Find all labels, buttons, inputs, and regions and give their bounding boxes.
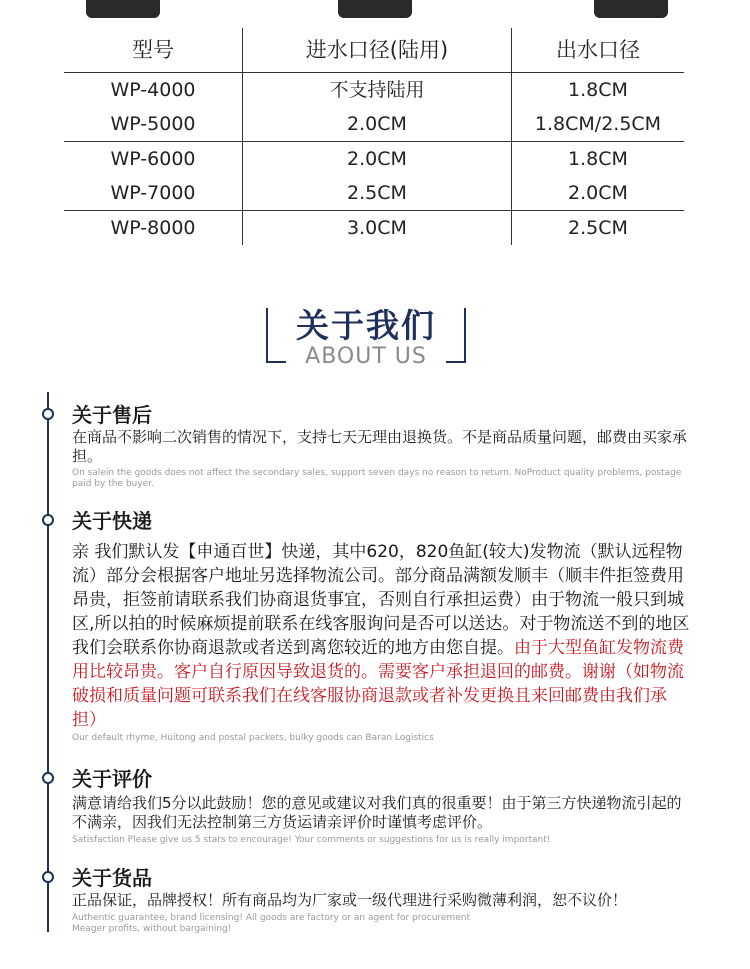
cell-inlet: 2.0CM — [242, 142, 512, 176]
table-row — [64, 211, 684, 245]
cell-outlet: 2.0CM — [568, 182, 628, 204]
section-body-goods: 正品保证，品牌授权！所有商品均为厂家或一级代理进行采购微薄利润，恕不议价！ — [72, 891, 628, 909]
timeline-dot-icon — [42, 871, 54, 883]
cell-model: WP-5000 — [110, 113, 196, 135]
header-outlet: 出水口径 — [556, 38, 640, 62]
cell-inlet: 3.0CM — [242, 211, 512, 245]
cell-model: WP-4000 — [110, 79, 196, 101]
spec-table — [64, 28, 684, 245]
cell-inlet: 不支持陆用 — [242, 73, 512, 107]
cell-model: WP-8000 — [110, 217, 196, 239]
cell-inlet: 2.0CM — [242, 107, 512, 141]
section-title-review: 关于评价 — [72, 767, 152, 791]
section-en-review: Satisfaction Please give us 5 stars to encourage! Your comments or suggestions for us is really important! — [72, 835, 551, 845]
section-body-express — [72, 540, 690, 732]
timeline-dot-icon — [42, 408, 54, 420]
cell-outlet: 2.5CM — [568, 217, 628, 239]
express-body-normal: 亲 我们默认发【申通百世】快递，其中620，820鱼缸(较大)发物流（默认远程物流）部分会根据客户地址另选择物流公司。部分商品满额发顺丰（顺丰件拒签费用昂贵，拒签前请联系我们协商退货事宜，否则自行承担运费）由于物流一般只到城区,所以拍的时候麻烦提前联系在线客服询问是否可以送达。对于物流送不到的地区我们会联系你协商退款或者送到离您较近的地方由您自提。 — [72, 542, 690, 658]
cell-outlet: 1.8CM — [568, 148, 628, 170]
timeline-dot-icon — [42, 514, 54, 526]
timeline-line — [47, 392, 49, 932]
about-title-cn: 关于我们 — [296, 306, 436, 345]
table-row — [64, 142, 684, 176]
timeline-dot-icon — [42, 772, 54, 784]
cell-model: WP-7000 — [110, 182, 196, 204]
section-en-express: Our default rhyme, Huitong and postal packets, bulky goods can Baran Logistics — [72, 733, 434, 743]
section-body-aftersale: 在商品不影响二次销售的情况下，支持七天无理由退换货。不是商品质量问题，邮费由买家承担。 — [72, 428, 688, 465]
product-image-left — [86, 0, 160, 18]
header-model: 型号 — [132, 38, 174, 62]
cell-outlet: 1.8CM — [568, 79, 628, 101]
cell-outlet: 1.8CM/2.5CM — [534, 113, 662, 135]
section-title-express: 关于快递 — [72, 509, 152, 533]
table-row — [64, 176, 684, 211]
product-image-right — [594, 0, 668, 18]
section-title-goods: 关于货品 — [72, 866, 152, 890]
about-us-heading — [266, 306, 466, 369]
section-title-aftersale: 关于售后 — [72, 403, 152, 427]
cell-inlet: 2.5CM — [242, 176, 512, 210]
product-image-center — [338, 0, 412, 18]
cell-model: WP-6000 — [110, 148, 196, 170]
spec-table-header — [64, 28, 684, 73]
section-en-aftersale: On salein the goods does not affect the secondary sales, support seven days no reason to return. NoProduct quality problems, postage paid by the buyer. — [72, 468, 682, 489]
about-title-en: ABOUT US — [305, 344, 427, 369]
section-en-goods: Authentic guarantee, brand licensing! All goods are factory or an agent for procurement Meager profits, without bargaining! — [72, 913, 470, 934]
table-row — [64, 107, 684, 142]
section-body-review: 满意请给我们5分以此鼓励！您的意见或建议对我们真的很重要！由于第三方快递物流引起的不满亲，因我们无法控制第三方货运请亲评价时谨慎考虑评价。 — [72, 794, 682, 831]
header-inlet: 进水口径(陆用) — [242, 28, 512, 72]
table-row — [64, 73, 684, 107]
express-body-red: 由于大型鱼缸发物流费用比较昂贵。客户自行原因导致退货的。需要客户承担退回的邮费。谢谢（如物流破损和质量问题可联系我们在线客服协商退款或者补发更换且来回邮费由我们承担） — [72, 638, 684, 730]
